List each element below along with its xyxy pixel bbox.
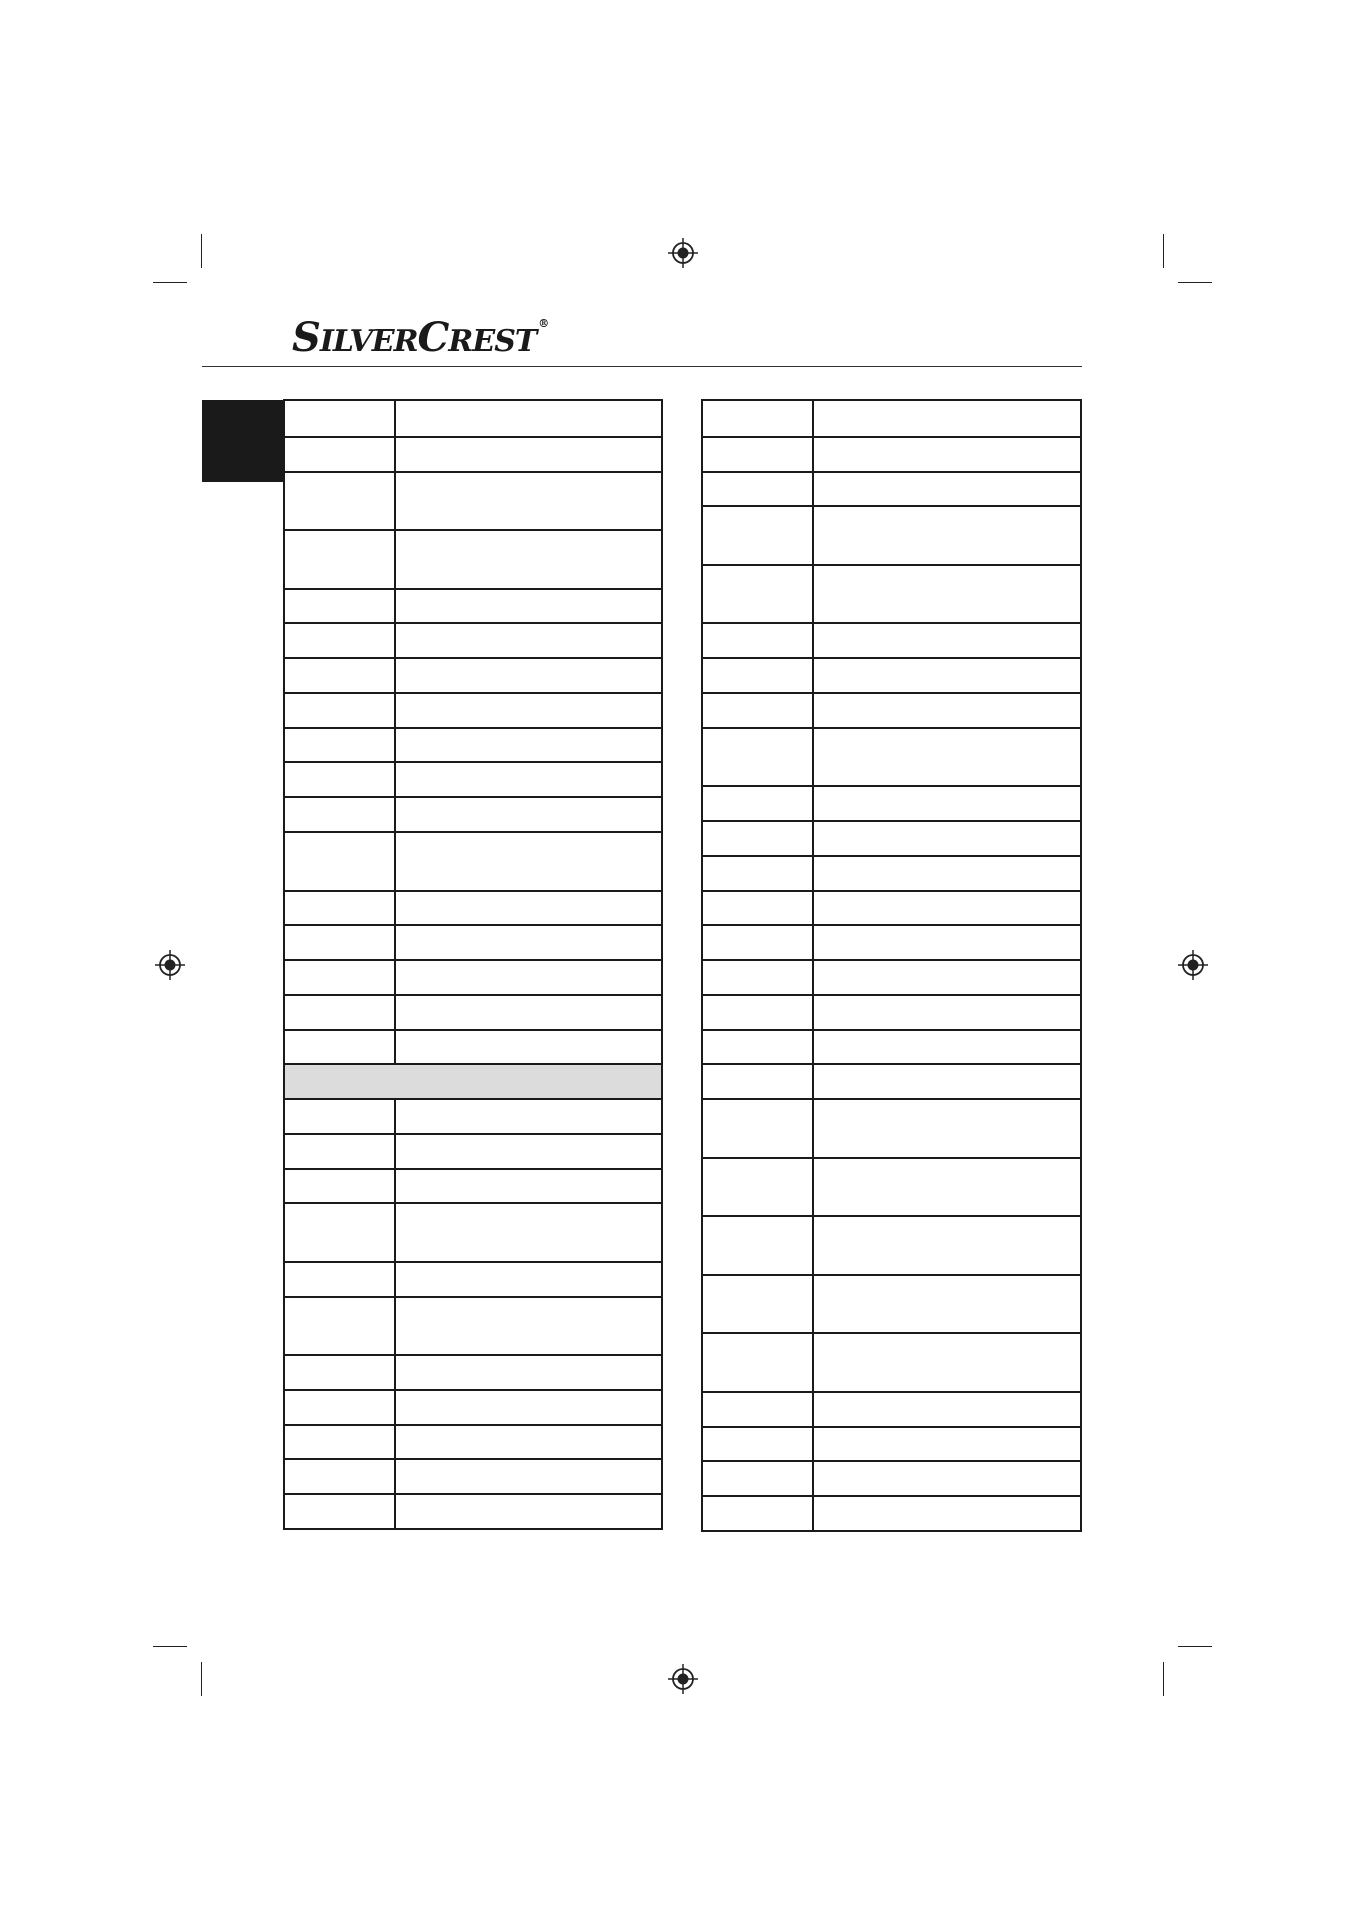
table-cell-label <box>285 659 396 692</box>
table-cell-value <box>396 1263 661 1296</box>
table-cell-label <box>703 787 814 820</box>
table-row <box>285 831 661 890</box>
table-cell-label <box>703 659 814 692</box>
table-row <box>285 796 661 831</box>
table-cell-value <box>396 1391 661 1424</box>
table-cell-label <box>703 729 814 786</box>
table-row <box>703 785 1080 820</box>
table-cell-label <box>703 401 814 436</box>
table-row <box>285 1029 661 1064</box>
table-cell-label <box>703 438 814 471</box>
table-cell-label <box>285 1065 396 1098</box>
table-row <box>285 1296 661 1355</box>
table-row <box>285 1098 661 1133</box>
table-row <box>703 855 1080 890</box>
table-cell-value <box>814 1065 1080 1098</box>
table-row <box>285 1261 661 1296</box>
table-row <box>285 436 661 471</box>
table-cell-label <box>703 507 814 564</box>
table-cell-value <box>396 996 661 1029</box>
table-row <box>703 692 1080 727</box>
table-cell-value <box>814 1031 1080 1064</box>
table-cell-label <box>285 1204 396 1261</box>
table-cell-label <box>703 566 814 623</box>
table-row <box>285 1168 661 1203</box>
table-cell-value <box>814 1497 1080 1530</box>
table-cell-value <box>814 1462 1080 1495</box>
table-row <box>285 1202 661 1261</box>
table-cell-label <box>703 1217 814 1274</box>
crop-mark <box>1178 1646 1212 1647</box>
table-cell-label <box>285 892 396 925</box>
table-cell-label <box>285 1263 396 1296</box>
table-cell-label <box>703 1159 814 1216</box>
table-cell-label <box>703 1497 814 1530</box>
table-row <box>703 471 1080 506</box>
table-cell-label <box>285 1170 396 1203</box>
table-cell-label <box>703 926 814 959</box>
table-row <box>703 1426 1080 1461</box>
table-row <box>703 727 1080 786</box>
table-cell-value <box>814 1428 1080 1461</box>
header-rule <box>202 366 1082 367</box>
table-cell-label <box>703 822 814 855</box>
table-row <box>285 529 661 588</box>
table-row <box>703 1029 1080 1064</box>
table-cell-value <box>396 438 661 471</box>
table-cell-label <box>703 892 814 925</box>
table-row <box>703 1495 1080 1530</box>
table-cell-label <box>285 1356 396 1389</box>
table-cell-value <box>396 833 661 890</box>
table-row <box>703 890 1080 925</box>
table-cell-label <box>703 1393 814 1426</box>
table-cell-value <box>396 1356 661 1389</box>
table-row <box>703 1215 1080 1274</box>
table-cell-label <box>703 624 814 657</box>
table-cell-value <box>814 1393 1080 1426</box>
brand-letter: C <box>417 314 449 361</box>
table-row <box>703 994 1080 1029</box>
registration-mark-icon <box>1178 950 1208 980</box>
table-cell-value <box>814 1100 1080 1157</box>
table-cell-value <box>396 694 661 727</box>
table-cell-value <box>396 1031 661 1064</box>
table-row <box>703 924 1080 959</box>
table-cell-label <box>703 857 814 890</box>
table-row <box>703 820 1080 855</box>
table-cell-value <box>814 892 1080 925</box>
brand-letter: S <box>292 314 320 361</box>
table-cell-value <box>396 1460 661 1493</box>
table-cell-label <box>285 1460 396 1493</box>
table-cell-value <box>396 1170 661 1203</box>
registration-mark-icon <box>668 238 698 268</box>
table-row <box>285 692 661 727</box>
table-cell-label <box>285 590 396 623</box>
table-row <box>285 1493 661 1528</box>
table-cell-label <box>285 729 396 762</box>
table-row <box>285 761 661 796</box>
table-section-row <box>285 1063 661 1098</box>
table-row <box>703 1391 1080 1426</box>
table-cell-value <box>396 1100 661 1133</box>
table-row <box>285 924 661 959</box>
table-cell-value <box>396 1204 661 1261</box>
brand-logo <box>292 314 549 361</box>
registration-mark-icon <box>668 1664 698 1694</box>
table-cell-label <box>285 531 396 588</box>
table-cell-value <box>814 624 1080 657</box>
table-cell-value <box>814 401 1080 436</box>
table-cell-label <box>703 1428 814 1461</box>
table-cell-value <box>396 798 661 831</box>
table-cell-label <box>285 694 396 727</box>
table-cell-label <box>285 1031 396 1064</box>
table-row <box>285 890 661 925</box>
table-cell-label <box>285 1426 396 1459</box>
table-cell-label <box>285 763 396 796</box>
table-cell-value <box>814 822 1080 855</box>
table-row <box>285 1354 661 1389</box>
table-row <box>285 471 661 530</box>
table-cell-value <box>814 438 1080 471</box>
table-cell-value <box>396 961 661 994</box>
table-row <box>285 588 661 623</box>
table-row <box>285 657 661 692</box>
brand-letters: ILVER <box>319 324 418 359</box>
table-row <box>703 1098 1080 1157</box>
table-cell-value <box>396 1495 661 1528</box>
table-cell-label <box>285 996 396 1029</box>
table-cell-label <box>285 833 396 890</box>
table-cell-value <box>396 1298 661 1355</box>
table-cell-label <box>703 1462 814 1495</box>
table-row <box>703 657 1080 692</box>
table-cell-value <box>814 566 1080 623</box>
table-row <box>285 1389 661 1424</box>
table-cell-value <box>396 1065 661 1098</box>
table-cell-value <box>814 1334 1080 1391</box>
table-cell-value <box>814 729 1080 786</box>
table-cell-value <box>396 659 661 692</box>
table-cell-label <box>285 1495 396 1528</box>
table-cell-label <box>285 438 396 471</box>
table-cell-value <box>396 531 661 588</box>
right-table <box>701 399 1082 1532</box>
crop-mark <box>1163 234 1164 268</box>
table-cell-value <box>814 473 1080 506</box>
table-cell-label <box>285 961 396 994</box>
crop-mark <box>1163 1662 1164 1696</box>
table-cell-value <box>396 763 661 796</box>
table-cell-label <box>285 926 396 959</box>
table-cell-label <box>703 1100 814 1157</box>
table-row <box>703 436 1080 471</box>
table-cell-value <box>814 996 1080 1029</box>
crop-mark <box>201 234 202 268</box>
table-cell-label <box>703 1031 814 1064</box>
table-cell-label <box>285 1135 396 1168</box>
table-cell-label <box>285 401 396 436</box>
table-cell-value <box>814 507 1080 564</box>
table-cell-label <box>703 473 814 506</box>
table-cell-label <box>285 1100 396 1133</box>
table-row <box>703 959 1080 994</box>
table-cell-label <box>285 798 396 831</box>
brand-letters: REST <box>448 324 537 359</box>
table-cell-label <box>703 1276 814 1333</box>
table-cell-label <box>285 624 396 657</box>
table-row <box>285 401 661 436</box>
table-row <box>703 1460 1080 1495</box>
table-cell-value <box>396 473 661 530</box>
table-cell-value <box>814 857 1080 890</box>
crop-mark <box>153 282 187 283</box>
table-cell-value <box>396 729 661 762</box>
table-row <box>703 505 1080 564</box>
table-row <box>703 564 1080 623</box>
table-cell-value <box>814 926 1080 959</box>
table-cell-value <box>396 926 661 959</box>
table-cell-label <box>285 473 396 530</box>
table-row <box>703 1157 1080 1216</box>
table-cell-value <box>396 1135 661 1168</box>
crop-mark <box>1178 282 1212 283</box>
table-cell-label <box>703 996 814 1029</box>
table-row <box>285 1458 661 1493</box>
table-row <box>285 959 661 994</box>
table-cell-label <box>703 1334 814 1391</box>
table-cell-value <box>814 659 1080 692</box>
table-row <box>285 1133 661 1168</box>
language-tab-marker <box>202 400 285 482</box>
table-cell-value <box>814 1217 1080 1274</box>
table-row <box>285 727 661 762</box>
table-cell-label <box>285 1298 396 1355</box>
table-cell-value <box>396 892 661 925</box>
registered-mark: ® <box>538 317 549 330</box>
table-row <box>703 401 1080 436</box>
table-cell-value <box>396 590 661 623</box>
registration-mark-icon <box>155 950 185 980</box>
table-cell-value <box>396 1426 661 1459</box>
table-cell-value <box>814 1159 1080 1216</box>
crop-mark <box>201 1662 202 1696</box>
table-cell-label <box>703 1065 814 1098</box>
table-cell-value <box>396 401 661 436</box>
left-table <box>283 399 663 1530</box>
table-row <box>703 1063 1080 1098</box>
table-cell-label <box>703 961 814 994</box>
table-row <box>703 622 1080 657</box>
table-row <box>285 622 661 657</box>
table-cell-value <box>814 694 1080 727</box>
crop-mark <box>153 1646 187 1647</box>
table-cell-value <box>814 1276 1080 1333</box>
table-cell-value <box>814 961 1080 994</box>
table-row <box>285 994 661 1029</box>
table-row <box>703 1274 1080 1333</box>
table-row <box>285 1424 661 1459</box>
table-cell-value <box>814 787 1080 820</box>
table-row <box>703 1332 1080 1391</box>
table-cell-label <box>703 694 814 727</box>
table-cell-label <box>285 1391 396 1424</box>
table-cell-value <box>396 624 661 657</box>
